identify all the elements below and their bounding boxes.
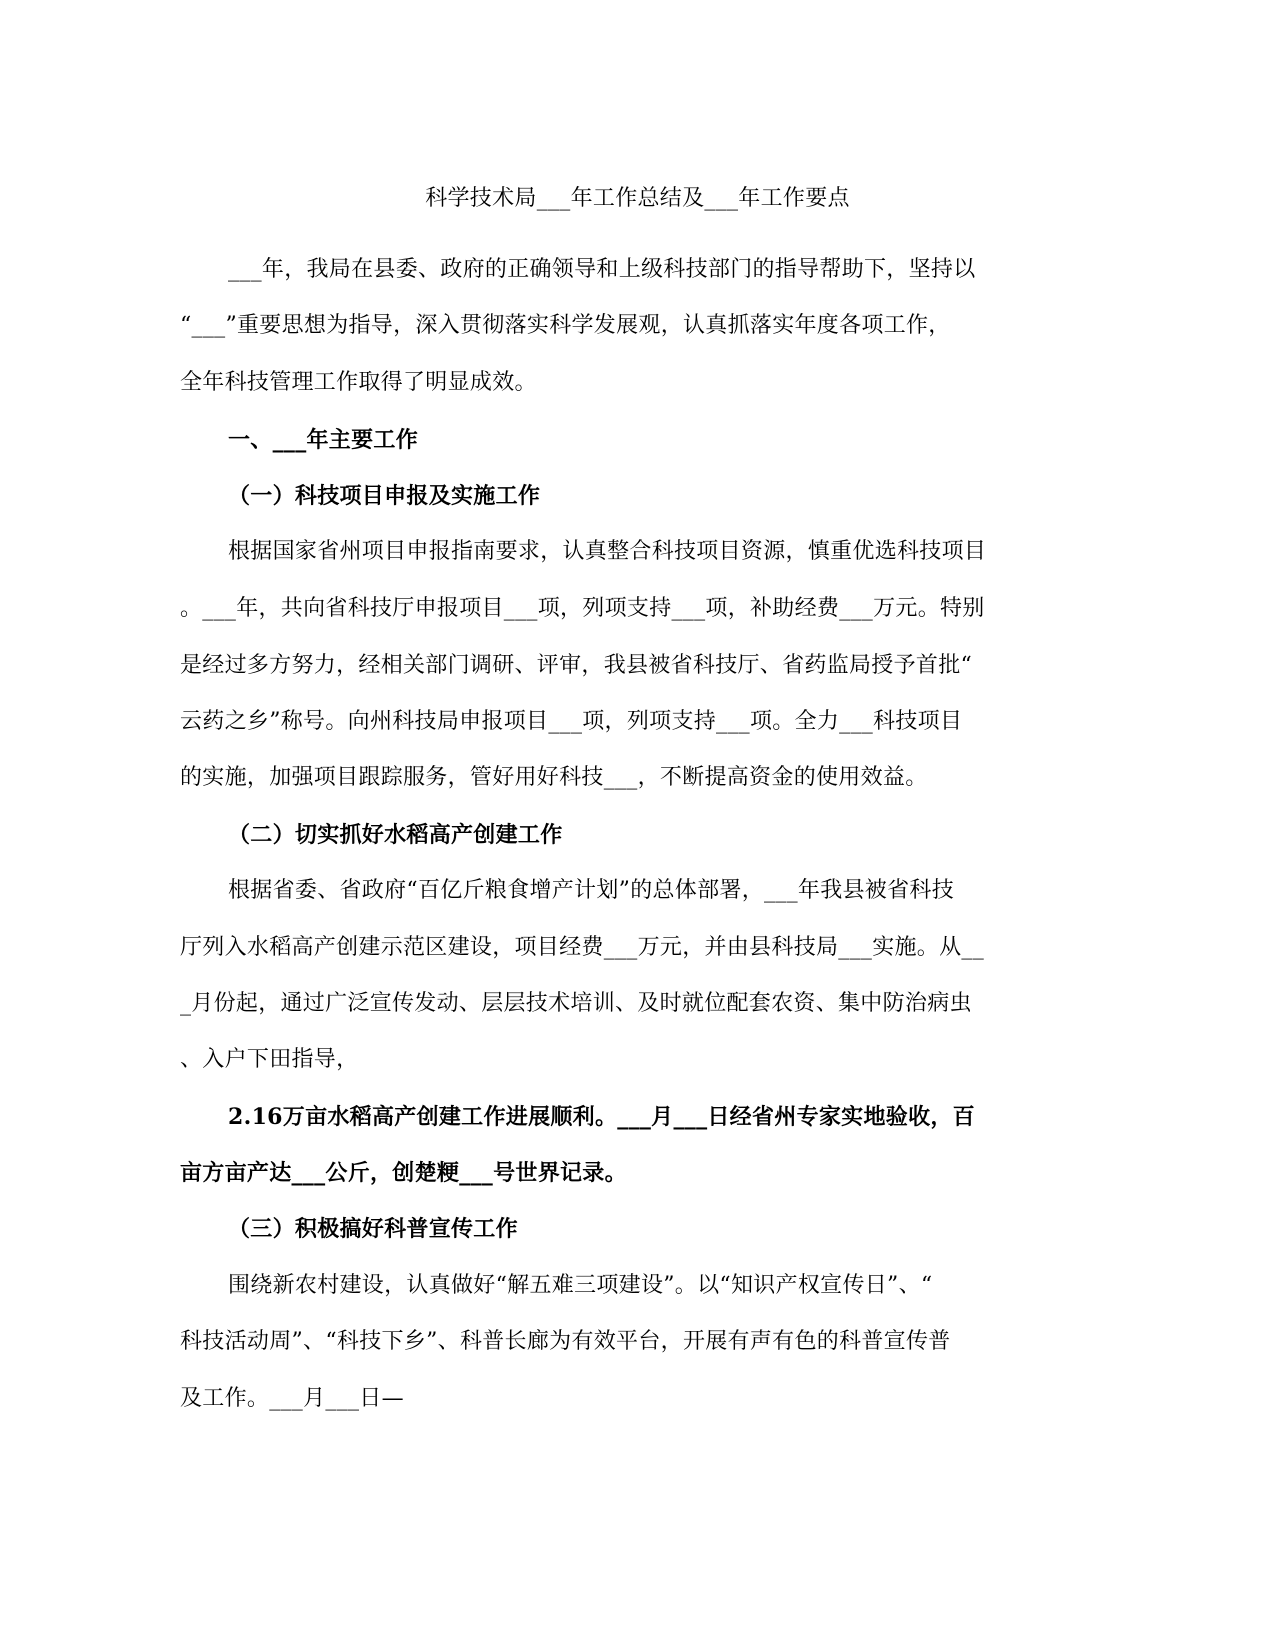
paragraph-line: 云药之乡”称号。向州科技局申报项目___项，列项支持___项。全力___科技项目 — [180, 709, 963, 734]
bold-paragraph-line: 亩方亩产达___公斤，创楚粳___号世界记录。 — [180, 1160, 627, 1186]
paragraph-line: 根据省委、省政府“百亿斤粮食增产计划”的总体部署，___年我县被省科技 — [228, 878, 954, 903]
bold-paragraph-line: 2.16万亩水稻高产创建工作进展顺利。___月___日经省州专家实地验收，百 — [228, 1104, 975, 1130]
intro-line-2: “___”重要思想为指导，深入贯彻落实科学发展观，认真抓落实年度各项工作， — [180, 313, 951, 338]
paragraph-line: 根据国家省州项目申报指南要求，认真整合科技项目资源，慎重优选科技项目 — [228, 539, 987, 564]
document-title: 科学技术局___年工作总结及___年工作要点 — [425, 186, 850, 211]
paragraph-line: 围绕新农村建设，认真做好“解五难三项建设”。以“知识产权宣传日”、“ — [228, 1273, 933, 1298]
paragraph-line: 及工作。___月___日— — [180, 1386, 404, 1411]
paragraph-line: 厅列入水稻高产创建示范区建设，项目经费___万元，并由县科技局___实施。从__ — [180, 935, 985, 960]
subheading-rice: （二）切实抓好水稻高产创建工作 — [228, 822, 563, 848]
subheading-projects: （一）科技项目申报及实施工作 — [228, 483, 541, 509]
paragraph-line: 、入户下田指导， — [180, 1047, 359, 1072]
paragraph-line: 的实施，加强项目跟踪服务，管好用好科技___，不断提高资金的使用效益。 — [180, 765, 928, 790]
intro-line-1: ___年，我局在县委、政府的正确领导和上级科技部门的指导帮助下，坚持以 — [228, 257, 976, 282]
paragraph-line: 。___年，共向省科技厅申报项目___项，列项支持___项，补助经费___万元。特别 — [180, 596, 985, 621]
paragraph-line: _月份起，通过广泛宣传发动、层层技术培训、及时就位配套农资、集中防治病虫 — [180, 991, 972, 1016]
intro-line-3: 全年科技管理工作取得了明显成效。 — [180, 370, 537, 395]
subheading-science-popularization: （三）积极搞好科普宣传工作 — [228, 1216, 518, 1242]
section-heading-main-work: 一、___年主要工作 — [228, 427, 419, 453]
paragraph-line: 是经过多方努力，经相关部门调研、评审，我县被省科技厅、省药监局授予首批“ — [180, 653, 973, 678]
paragraph-line: 科技活动周”、“科技下乡”、科普长廊为有效平台，开展有声有色的科普宣传普 — [180, 1329, 951, 1354]
